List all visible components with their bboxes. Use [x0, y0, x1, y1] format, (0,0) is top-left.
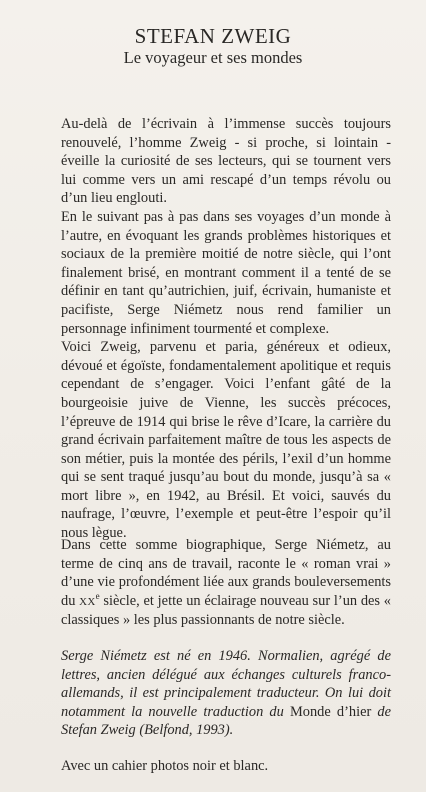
century-numeral: XX: [79, 595, 96, 608]
photo-note: Avec un cahier photos noir et blanc.: [61, 758, 269, 774]
blurb-paragraph-3: Voici Zweig, parvenu et paria, généreux et odieux, dévoué et égoïste, fondamentalement apolitique et requis cependant de s’engager. Voici l’enfant gâté de la bourgeoisie juive de Vienne, les succès précoces, l’épreuve de 1914 qui brise le rêve d’Icare, la carrière du grand écrivain parfaitement maître de tous les aspects de son métier, puis la montée des périls, l’exil d’un homme qui se sent traqué jusqu’au bout du monde, jusqu’à sa « mort libre », en 1942, au Brésil. Et voici, sauvés du naufrage, l’œuvre, l’exemple et peut-être l’espoir qu’il nous lègue.: [61, 339, 391, 542]
author-name: STEFAN ZWEIG: [134, 24, 292, 48]
book-title: Le voyageur et ses mondes: [123, 48, 303, 67]
summary-paragraph: [61, 536, 391, 630]
summary-text-end: siècle, et jette un éclairage nouveau sur l’un des « classiques » les plus passionnants de notre siècle.: [61, 592, 391, 629]
blurb-paragraph-1: Au-delà de l’écrivain à l’immense succès toujours renouvelé, l’homme Zweig - si proche, si lointain - éveille la curiosité de ses lecteurs, qui se tournent vers lui comme vers un ami rescapé d’un temps révolu ou d’un lieu englouti.: [61, 116, 391, 207]
bio-text-start: Serge Niémetz est né en 1946. Normalien, agrégé de lettres, ancien délégué aux échanges culturels franco-allemands, il est principalement traducteur. On lui doit notamment la nouvelle traduction du: [61, 648, 391, 720]
summary-section: [61, 536, 391, 630]
summary-text-start: Dans cette somme biographique, Serge Niémetz, au terme de cinq ans de travail, raconte le « roman vrai » d’une vie profondément liée aux grands bouleversements du: [61, 537, 391, 609]
author-bio: [61, 647, 391, 740]
bio-text-end: de Stefan Zweig (Belfond, 1993).: [61, 703, 391, 739]
century-superscript: e: [95, 590, 100, 601]
bio-book-title: Monde d’hier: [289, 703, 372, 720]
blurb-paragraph-2: En le suivant pas à pas dans ses voyages d’un monde à l’autre, en évoquant les grands problèmes historiques et sociaux de la première moitié de notre siècle, qui l’ont finalement brisé, en montrant comment il a tenté de se définir en tant qu’autrichien, juif, écrivain, humaniste et pacifiste, Serge Niémetz nous rend familier un personnage infiniment tourmenté et complexe.: [61, 208, 391, 337]
blurb-section: [61, 115, 391, 543]
